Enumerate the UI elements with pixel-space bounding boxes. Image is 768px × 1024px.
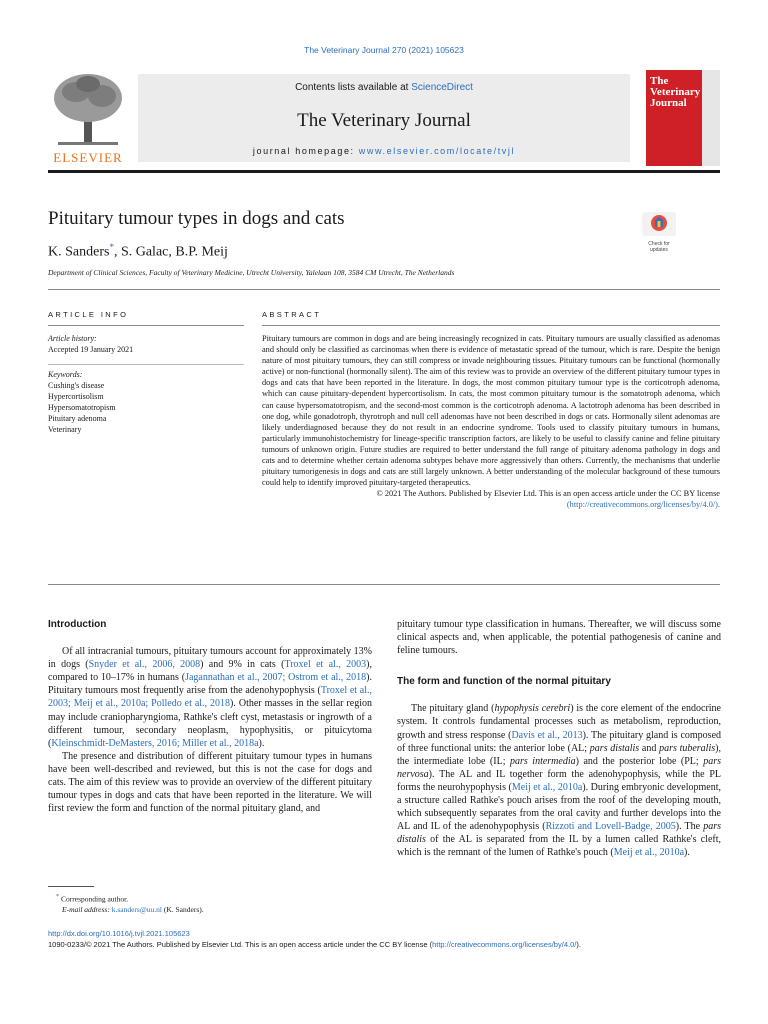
text-run: ). Pituitary tumours most frequently arise from the adenohypophysis (	[48, 672, 373, 697]
license-line	[262, 488, 720, 510]
keywords-rule	[48, 364, 244, 365]
email-label: E-mail address:	[62, 904, 112, 914]
author-rest: , S. Galac, B.P. Meij	[113, 244, 228, 260]
section-heading-form-function: The form and function of the normal pituitary	[397, 676, 611, 688]
keyword-item: Pituitary adenoma	[48, 414, 107, 423]
citation-link[interactable]: Snyder et al., 2006, 2008	[88, 659, 201, 671]
abstract-text: Pituitary tumours are common in dogs and are being increasingly recognized in cats. Pituitary tumours are usually classified as adenomas and should only be classified as carcinomas when there is evidence of metastatic spread of the tumour, which is rare. Despite the benign nature of most pituitary tumours, they can still compress or invade neighbouring tissues. Pituitary tumours can be functional (hormonally active) or non-functional (hormonally silent). The aim of this review was to provide an overview of the different pituitary tumour types in dogs and cats that have been reported in the literature. In dogs, the most common pituitary tumour type is the corticotroph adenoma, which can cause pituitary-dependent hypercortisolism. In cats, the most common pituitary tumour is the somatotroph adenoma, which can cause hypersomatotropism, and the second-most common is the corticotroph adenoma. A lactotroph adenoma has been described in one dog, while gonadotroph, thyrotroph and null cell adenomas have not been described in dogs or cats. Hormonally silent adenomas are likely underdiagnosed because they do not result in an endocrine syndrome. Tools used to classify pituitary tumours in humans, particularly immunohistochemistry for lineage-specific transcription factors, are likely to be useful to classify canine and feline pituitary tumours of unknown origin. Future studies are required to better understand the full range of pituitary adenoma pathology in dogs and cats and to determine whether certain adenoma subtypes behave more aggressively than others. Currently, the mechanisms that underlie pituitary tumorigenesis in dogs and cats are still largely unknown. A better understanding of the molecular background of these tumours could help to identify improved pituitary-targeted therapeutics.	[262, 334, 720, 488]
author-list	[48, 242, 228, 261]
text-run: ).	[258, 737, 265, 749]
contents-prefix: Contents lists available at	[295, 82, 412, 93]
article-history	[48, 334, 133, 355]
form-paragraph-1	[397, 702, 721, 859]
text-run: ) is the core element of the endocrine system. It controls fundamental processes such as metabolism, reproduction, growth and stress response (	[397, 703, 721, 741]
body-column-left	[48, 618, 372, 815]
issn-line	[48, 939, 581, 950]
email-name: (K. Sanders).	[161, 904, 204, 914]
journal-title: The Veterinary Journal	[297, 110, 471, 131]
footnote-text: Corresponding author.	[61, 894, 129, 904]
issn-text: 1090-0233/© 2021 The Authors. Published by Elsevier Ltd. This is an open access article under the CC BY license (	[48, 940, 433, 949]
footer-license-link[interactable]: http://creativecommons.org/licenses/by/4.0/	[432, 940, 577, 949]
latin-term: pars distalis	[589, 742, 640, 754]
keyword-item: Hypercortisolism	[48, 392, 104, 401]
text-run: ). The pituitary gland is composed of three functional units: the anterior lobe (AL;	[397, 729, 722, 754]
citation-link[interactable]: Meij et al., 2010a	[511, 781, 583, 793]
text-run: ). Other masses in the sellar region may include craniopharyngioma, Rathke's cleft cyst, metastasis or ingrowth of a different tumour, secondary neoplasm, hypophysitis, or pituicytoma (	[48, 698, 372, 749]
latin-term: pars intermedia	[510, 755, 576, 767]
text-run: ) and 9% in cats (	[200, 659, 285, 671]
citation-link[interactable]: Kleinschmidt-DeMasters, 2016; Miller et al., 2018a	[51, 737, 259, 749]
text-run: The pituitary gland (	[411, 703, 495, 715]
abstract-rule	[262, 325, 720, 326]
text-run: ) and the posterior lobe (PL;	[575, 755, 704, 767]
citation-link[interactable]: Rizzoti and Lovell-Badge, 2005	[545, 821, 676, 833]
tree-icon	[48, 70, 128, 148]
section-heading-introduction: Introduction	[48, 619, 107, 630]
keywords-block	[48, 369, 116, 435]
citation-link[interactable]: Davis et al., 2013	[511, 729, 583, 741]
latin-term: pars distalis	[397, 821, 721, 846]
text-run: ). The AL and IL together form the adenohypophysis, while the PL forms the neurohypophysis (	[397, 768, 721, 793]
journal-citation[interactable]: The Veterinary Journal 270 (2021) 105623	[304, 45, 464, 55]
journal-masthead	[48, 70, 720, 166]
latin-term: hypophysis cerebri	[494, 703, 571, 715]
license-link[interactable]: (http://creativecommons.org/licenses/by/4.0/).	[566, 500, 720, 510]
elsevier-logo	[48, 70, 128, 166]
elsevier-wordmark: ELSEVIER	[53, 150, 123, 165]
abstract-bottom-rule	[48, 584, 720, 585]
affiliation-rule	[48, 289, 720, 290]
latin-term: pars nervosa	[397, 755, 722, 780]
text-run: and	[639, 742, 660, 754]
contents-line	[138, 82, 630, 93]
masthead-rule	[48, 170, 720, 173]
text-run: ), compared to 10–17% in humans (	[48, 659, 372, 684]
intro-paragraph-1	[48, 645, 372, 750]
homepage-prefix: journal homepage:	[252, 146, 359, 156]
homepage-line	[138, 146, 630, 156]
crossmark-badge[interactable]	[642, 212, 676, 253]
text-run: Of all intracranial tumours, pituitary tumours account for approximately 13% in dogs (	[48, 646, 372, 671]
keywords-label: Keywords:	[48, 370, 83, 379]
citation-link[interactable]: Troxel et al., 2003; Meij et al., 2010a; Polledo et al., 2018	[48, 685, 372, 710]
corresponding-author-marker[interactable]: *	[109, 242, 114, 252]
crossmark-icon	[642, 212, 676, 236]
copyright-text: © 2021 The Authors. Published by Elsevier Ltd. This is an open access article under the CC BY license	[376, 489, 720, 499]
keyword-item: Cushing's disease	[48, 381, 105, 390]
text-run: ). During embryonic development, a structure called Rathke's pouch arises from the roof of the developing mouth, which subsequently separates from the oral cavity and further develops into the AL and IL of the adenohypophysis (	[397, 781, 721, 833]
email-link[interactable]: k.sanders@uu.nl	[111, 904, 162, 914]
article-info-rule	[48, 325, 244, 326]
abstract-body	[262, 333, 720, 511]
citation-link[interactable]: Jagannathan et al., 2007; Ostrom et al., 2018	[185, 672, 367, 684]
text-run: ). The	[675, 821, 704, 833]
body-column-right	[397, 618, 721, 860]
issn-end: ).	[576, 940, 581, 949]
keyword-item: Hypersomatotropism	[48, 403, 116, 412]
doi-link[interactable]: http://dx.doi.org/10.1016/j.tvjl.2021.105623	[48, 929, 190, 938]
intro-paragraph-2: The presence and distribution of different pituitary tumour types in humans have been well-described and reviewed, but this is not the case for dogs and cats. The aim of this review was to provide an overview of the different pituitary tumour types in dogs and cats that have been reported in the literature. We will first review the form and function of the normal pituitary gland, and	[48, 750, 372, 815]
cover-title: The Veterinary Journal	[650, 75, 701, 109]
abstract-heading: ABSTRACT	[262, 310, 322, 319]
crossmark-label: Check for updates	[648, 241, 670, 253]
corresponding-author-footnote	[48, 892, 204, 915]
footnote-rule	[48, 886, 94, 887]
affiliation: Department of Clinical Sciences, Faculty of Veterinary Medicine, Utrecht University, Yalelaan 108, 3584 CM Utrecht, The Netherlands	[48, 268, 455, 277]
author-first: K. Sanders	[48, 244, 110, 260]
text-run: ).	[684, 847, 690, 859]
article-info-heading: ARTICLE INFO	[48, 310, 129, 319]
journal-band	[138, 74, 630, 162]
text-run: of the AL is separated from the IL by a lumen called Rathke's cleft, which is the remnant of the lumen of Rathke's pouch (	[397, 834, 721, 859]
keyword-item: Veterinary	[48, 425, 82, 434]
citation-link[interactable]: Troxel et al., 2003	[284, 659, 367, 671]
intro-paragraph-2-continued: pituitary tumour type classification in humans. Thereafter, we will discuss some clinical aspects and, when applicable, the potential pathogenesis of canine and feline tumours.	[397, 619, 721, 657]
journal-cover[interactable]	[646, 70, 720, 166]
latin-term: pars tuberalis	[659, 742, 716, 754]
homepage-link[interactable]: www.elsevier.com/locate/tvjl	[358, 146, 516, 156]
sciencedirect-link[interactable]: ScienceDirect	[411, 82, 473, 93]
history-label: Article history:	[48, 334, 97, 343]
page-footer	[48, 928, 581, 950]
article-title: Pituitary tumour types in dogs and cats	[48, 208, 345, 229]
text-run: ), the intermediate lobe (IL;	[397, 742, 721, 767]
accepted-date: Accepted 19 January 2021	[48, 344, 134, 354]
citation-link[interactable]: Meij et al., 2010a	[613, 847, 685, 859]
footnote-marker[interactable]: *	[56, 893, 60, 900]
